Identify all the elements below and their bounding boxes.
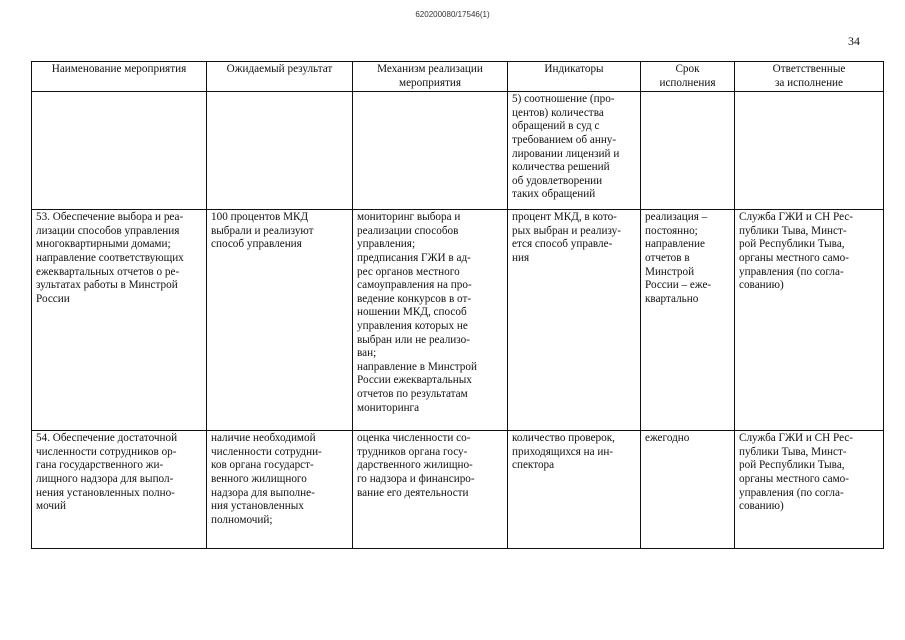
cell-deadline: реализация – постоянно; направление отчетов в Минстрой России – еже- квартально: [641, 210, 735, 431]
header-expected-result: Ожидаемый результат: [207, 62, 353, 92]
header-mechanism: Механизм реализации мероприятия: [353, 62, 508, 92]
cell-mechanism: [353, 92, 508, 210]
cell-expected-result: 100 процентов МКД выбрали и реализуют способ управления: [207, 210, 353, 431]
cell-responsible: [735, 92, 884, 210]
cell-responsible: Служба ГЖИ и СН Рес- публики Тыва, Минст- рой Республики Тыва, органы местного само- управления (по согла- сованию): [735, 210, 884, 431]
cell-expected-result: [207, 92, 353, 210]
header-deadline: Срок исполнения: [641, 62, 735, 92]
header-indicators: Индикаторы: [508, 62, 641, 92]
cell-responsible: Служба ГЖИ и СН Рес- публики Тыва, Минст- рой Республики Тыва, органы местного само- управления (по согла- сованию): [735, 431, 884, 549]
table-row: [32, 92, 884, 210]
table-row: [32, 210, 884, 431]
cell-deadline: [641, 92, 735, 210]
measures-table: [31, 61, 884, 549]
cell-measure-name: [32, 92, 207, 210]
table-header-row: [32, 62, 884, 92]
cell-indicators: процент МКД, в кото- рых выбран и реализу- ется способ управле- ния: [508, 210, 641, 431]
table-row: [32, 431, 884, 549]
cell-deadline: ежегодно: [641, 431, 735, 549]
document-code: 620200080/17546(1): [415, 10, 490, 19]
cell-indicators: 5) соотношение (про- центов) количества обращений в суд с требованием об анну- лировании лицензий и количества решений об удовлетворении таких обращений: [508, 92, 641, 210]
cell-mechanism: мониторинг выбора и реализации способов управления; предписания ГЖИ в ад- рес органов местного самоуправления на про- ведение конкурсов в от- ношении МКД, способ управления которых не выбран или не реализо- ван; направление в Минстрой России ежеквартальных отчетов по результатам мониторинга: [353, 210, 508, 431]
cell-indicators: количество проверок, приходящихся на ин- спектора: [508, 431, 641, 549]
cell-measure-name: 53. Обеспечение выбора и реа- лизации способов управления многоквартирными домами; направление соответствующих ежеквартальных отчетов о ре- зультатах работы в Минстрой России: [32, 210, 207, 431]
header-responsible: Ответственные за исполнение: [735, 62, 884, 92]
cell-mechanism: оценка численности со- трудников органа госу- дарственного жилищно- го надзора и финансиро- вание его деятельности: [353, 431, 508, 549]
cell-measure-name: 54. Обеспечение достаточной численности сотрудников ор- гана государственного жи- лищного надзора для выпол- нения установленных полно- мочий: [32, 431, 207, 549]
cell-expected-result: наличие необходимой численности сотрудни- ков органа государст- венного жилищного надзора для выполне- ния установленных полномочий;: [207, 431, 353, 549]
header-measure-name: Наименование мероприятия: [32, 62, 207, 92]
page-number: 34: [848, 34, 860, 48]
